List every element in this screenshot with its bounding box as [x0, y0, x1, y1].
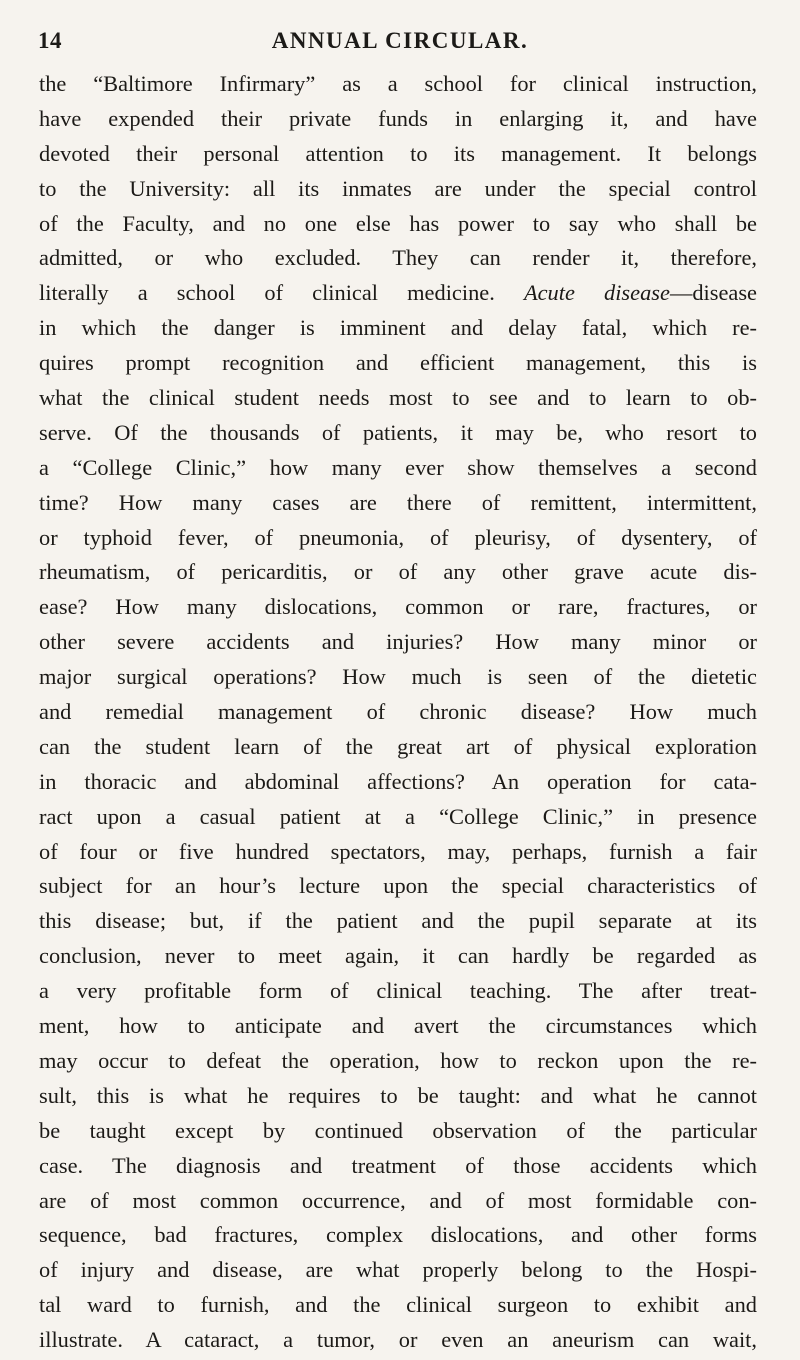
text-line: and remedial management of chronic disease? How much — [39, 699, 757, 725]
text-line: major surgical operations? How much is seen of the dietetic — [39, 664, 757, 690]
text-line: ract upon a casual patient at a “College Clinic,” in presence — [39, 803, 757, 829]
text-line: of injury and disease, are what properly belong to the Hospi- — [39, 1257, 757, 1283]
text-run: literally a school of clinical medicine. — [39, 280, 495, 306]
text-line: rheumatism, of pericarditis, or of any other grave acute dis- — [39, 559, 757, 585]
text-line: subject for an hour’s lecture upon the special characteristics of — [39, 873, 757, 899]
text-line: devoted their personal attention to its management. It belongs — [39, 140, 757, 166]
page-number: 14 — [38, 28, 62, 53]
text-line: of four or five hundred spectators, may, perhaps, furnish a fair — [39, 838, 757, 864]
text-line: a very profitable form of clinical teaching. The after treat- — [39, 978, 757, 1004]
text-line — [39, 276, 757, 311]
text-line: ease? How many dislocations, common or rare, fractures, or — [39, 594, 757, 620]
text-line: the “Baltimore Infirmary” as a school for clinical instruction, — [39, 71, 757, 96]
body-text — [39, 67, 757, 1358]
text-line: illustrate. A cataract, a tumor, or even an aneurism can wait, — [39, 1327, 757, 1353]
text-line: in thoracic and abdominal affections? An operation for cata- — [39, 768, 757, 794]
text-line: be taught except by continued observation of the particular — [39, 1117, 757, 1143]
text-line: are of most common occurrence, and of most formidable con- — [39, 1187, 757, 1213]
text-line: serve. Of the thousands of patients, it may be, who resort to — [39, 419, 757, 445]
text-line: ment, how to anticipate and avert the circumstances which — [39, 1013, 757, 1039]
text-line: admitted, or who excluded. They can render it, therefore, — [39, 245, 757, 271]
text-line: what the clinical student needs most to see and to learn to ob- — [39, 385, 757, 411]
text-line: this disease; but, if the patient and the pupil separate at its — [39, 908, 757, 934]
text-line: quires prompt recognition and efficient management, this is — [39, 350, 757, 376]
page-header — [38, 28, 762, 62]
text-line: in which the danger is imminent and delay fatal, which re- — [39, 315, 757, 341]
text-line: may occur to defeat the operation, how to reckon upon the re- — [39, 1047, 757, 1073]
text-line: a “College Clinic,” how many ever show themselves a second — [39, 454, 757, 480]
text-line: tal ward to furnish, and the clinical surgeon to exhibit and — [39, 1292, 757, 1318]
text-line: to the University: all its inmates are under the special control — [39, 175, 757, 201]
text-line: time? How many cases are there of remittent, intermittent, — [39, 489, 757, 515]
italic-term: Acute disease — [523, 280, 670, 306]
text-line: conclusion, never to meet again, it can hardly be regarded as — [39, 943, 757, 969]
text-line: have expended their private funds in enlarging it, and have — [39, 105, 757, 131]
text-line: case. The diagnosis and treatment of those accidents which — [39, 1152, 757, 1178]
running-head: ANNUAL CIRCULAR. — [271, 28, 529, 53]
text-line: sequence, bad fractures, complex dislocations, and other forms — [39, 1222, 757, 1248]
text-line: other severe accidents and injuries? How many minor or — [39, 629, 757, 655]
text-line: or typhoid fever, of pneumonia, of pleurisy, of dysentery, of — [39, 524, 757, 550]
text-line: of the Faculty, and no one else has power to say who shall be — [39, 210, 757, 236]
text-line: can the student learn of the great art of physical exploration — [39, 733, 757, 759]
text-line: sult, this is what he requires to be taught: and what he cannot — [39, 1082, 757, 1108]
text-run: —disease — [669, 280, 757, 306]
